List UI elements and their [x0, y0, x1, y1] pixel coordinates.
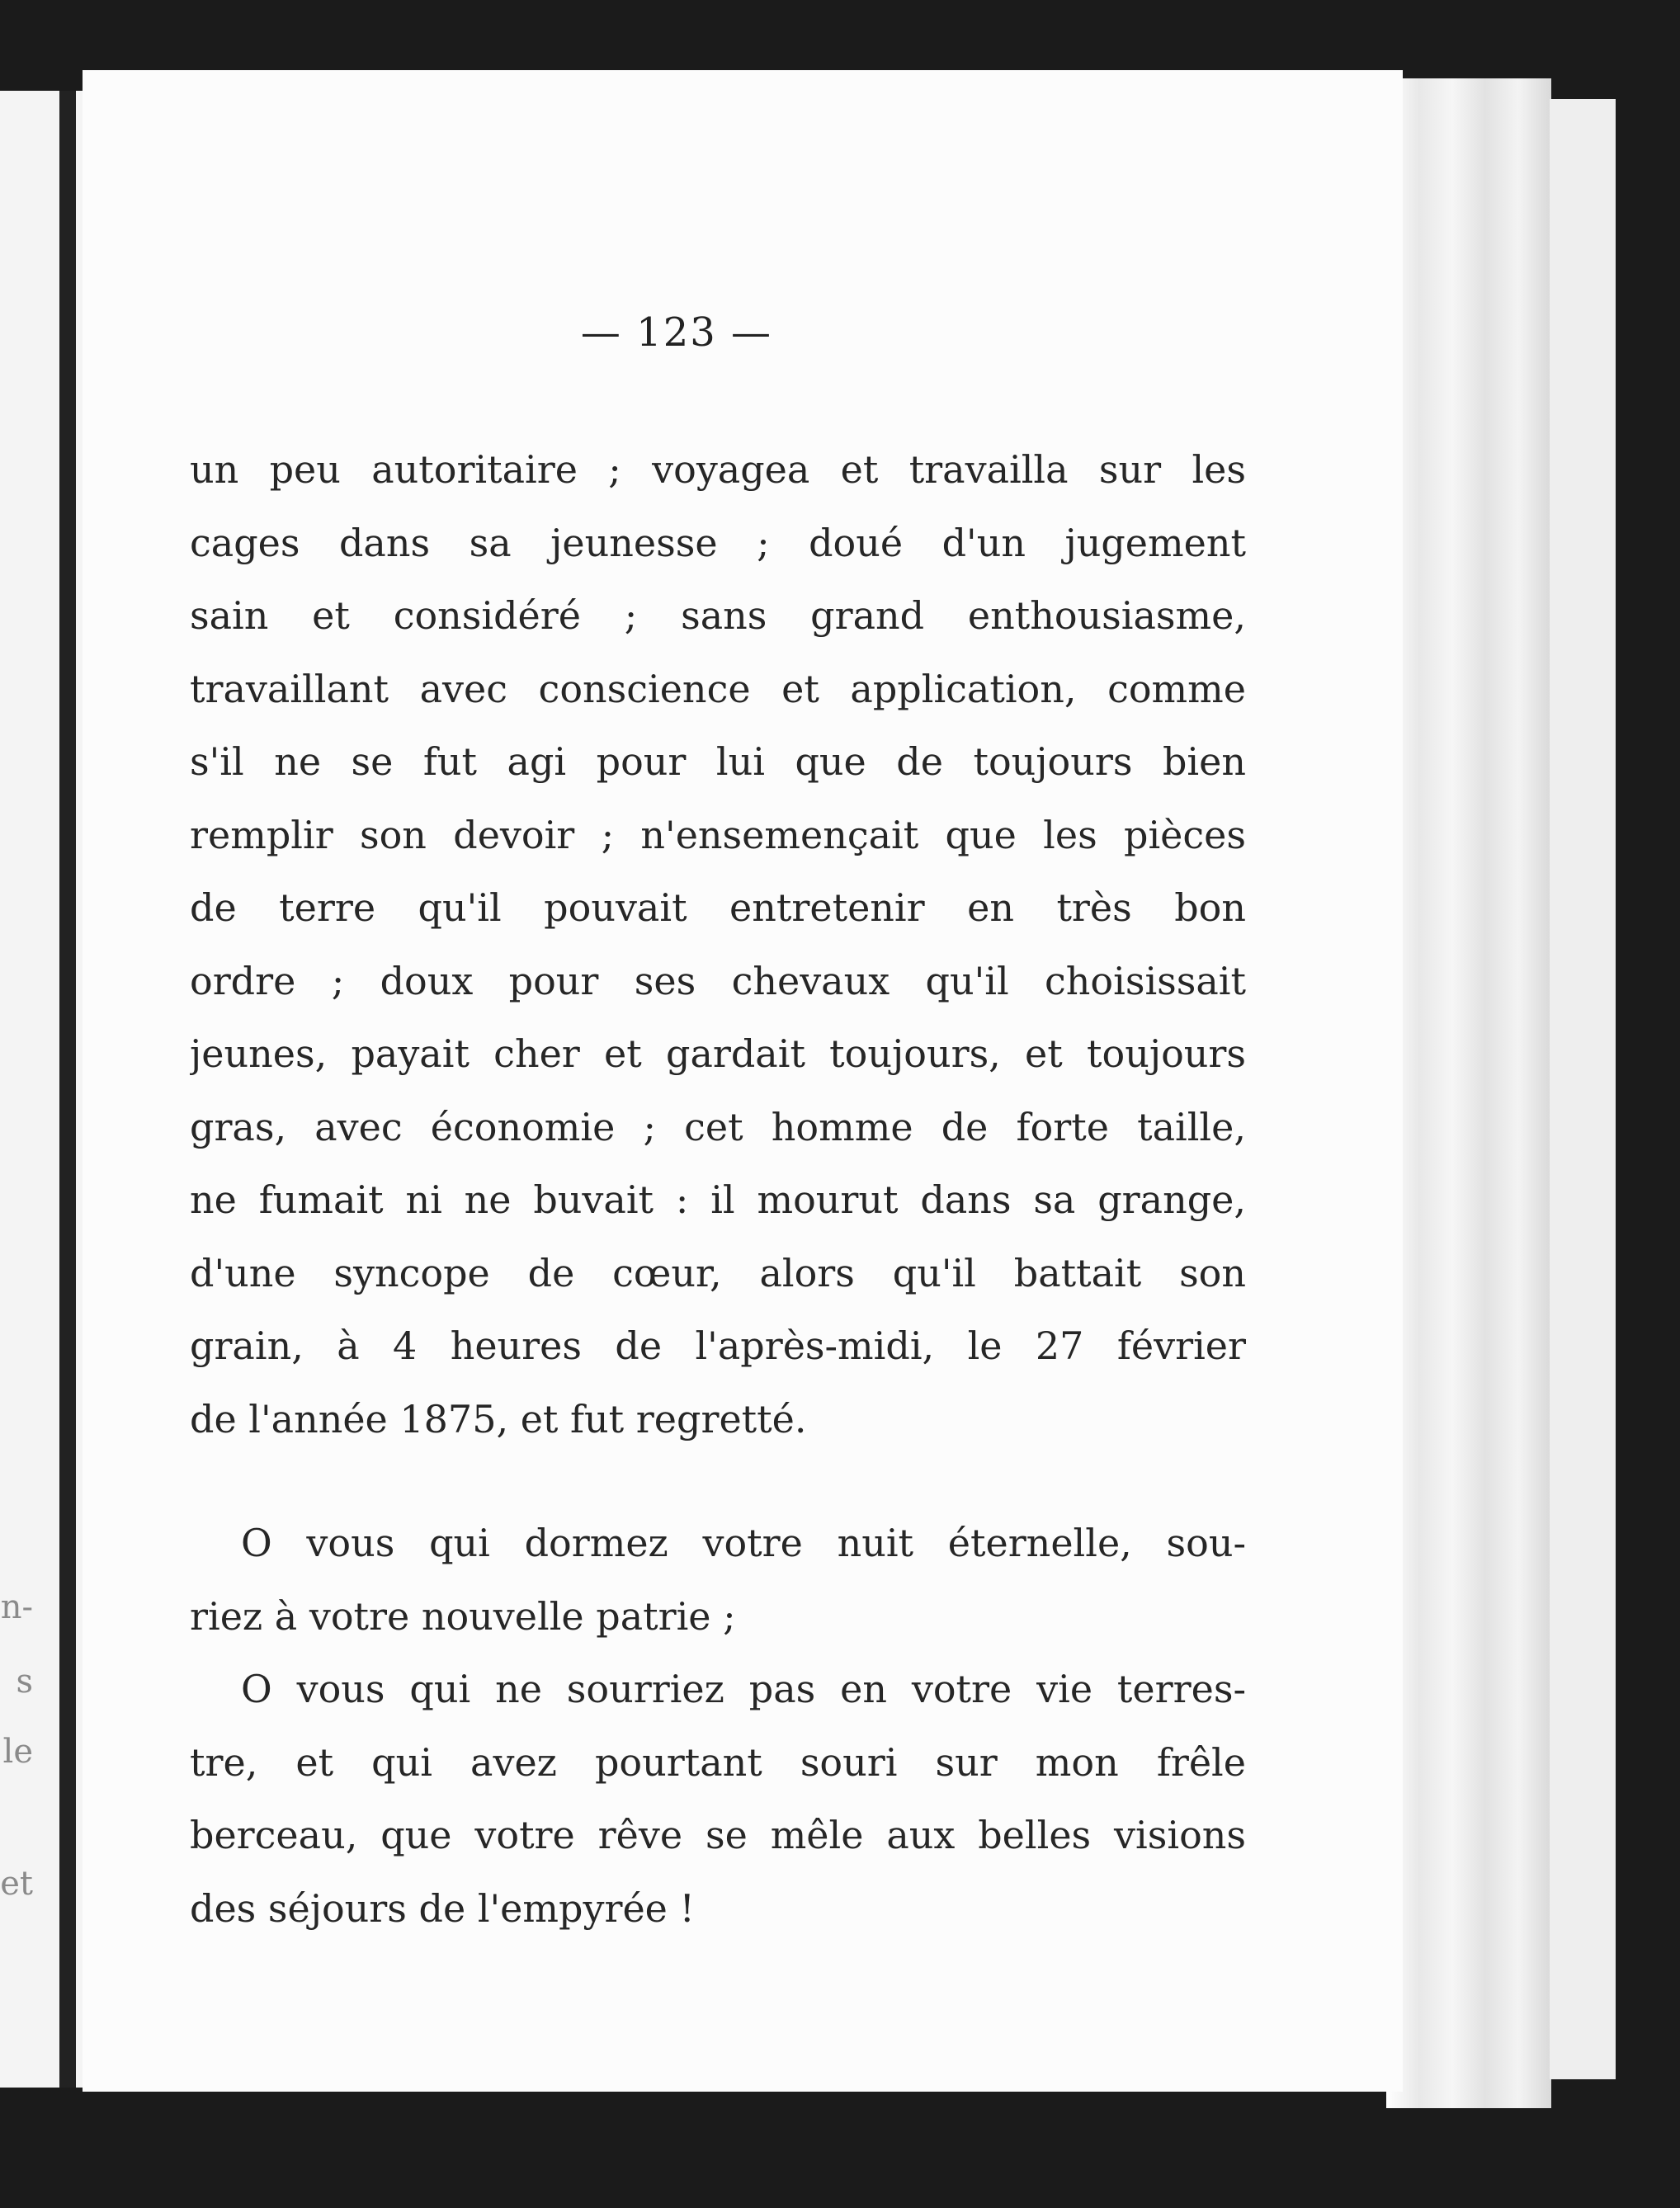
page-number: — 123 — — [580, 309, 773, 356]
text-line: s'il ne se fut agi pour lui que de toujours bien — [190, 739, 1246, 784]
paragraph-2 — [190, 1507, 1246, 1653]
paragraph-3 — [190, 1653, 1246, 1945]
book-cover-edge — [1550, 99, 1616, 2079]
text-line: de l'année 1875, et fut regretté. — [190, 1396, 807, 1441]
text-line: berceau, que votre rêve se mêle aux belles visions — [190, 1813, 1246, 1857]
text-line: ordre ; doux pour ses chevaux qu'il choisissait — [190, 958, 1246, 1003]
left-page-fragment: n- — [0, 1588, 33, 1626]
page-body — [190, 433, 1246, 1945]
text-line: sain et considéré ; sans grand enthousiasme, — [190, 593, 1246, 638]
text-line: des séjours de l'empyrée ! — [190, 1885, 695, 1931]
text-line: tre, et qui avez pourtant souri sur mon frêle — [190, 1739, 1246, 1785]
paragraph-1 — [190, 433, 1246, 1455]
paragraph-gap — [190, 1455, 1246, 1507]
left-page-fragment: le — [2, 1733, 33, 1771]
text-line: de terre qu'il pouvait entretenir en très bon — [190, 885, 1246, 930]
right-page — [83, 70, 1403, 2092]
book-gutter — [59, 91, 76, 2088]
text-line: O vous qui ne sourriez pas en votre vie terres- — [241, 1667, 1246, 1711]
text-line: jeunes, payait cher et gardait toujours, et toujours — [190, 1031, 1246, 1076]
text-line: remplir son devoir ; n'ensemençait que les pièces — [190, 812, 1246, 857]
text-line: travaillant avec conscience et application, comme — [190, 666, 1246, 711]
text-line: O vous qui dormez votre nuit éternelle, sou- — [241, 1521, 1246, 1565]
text-line: cages dans sa jeunesse ; doué d'un jugement — [190, 520, 1246, 565]
left-page-fragment: et — [0, 1865, 33, 1903]
text-line: gras, avec économie ; cet homme de forte taille, — [190, 1104, 1246, 1149]
text-line: d'une syncope de cœur, alors qu'il battait son — [190, 1250, 1246, 1295]
left-page-fragment: s — [16, 1663, 33, 1701]
text-line: un peu autoritaire ; voyagea et travailla sur les — [190, 447, 1246, 492]
text-line: riez à votre nouvelle patrie ; — [190, 1593, 736, 1639]
text-line: grain, à 4 heures de l'après-midi, le 27 février — [190, 1323, 1246, 1368]
page-stack-edge — [1386, 78, 1551, 2108]
text-line: ne fumait ni ne buvait : il mourut dans sa grange, — [190, 1177, 1246, 1222]
